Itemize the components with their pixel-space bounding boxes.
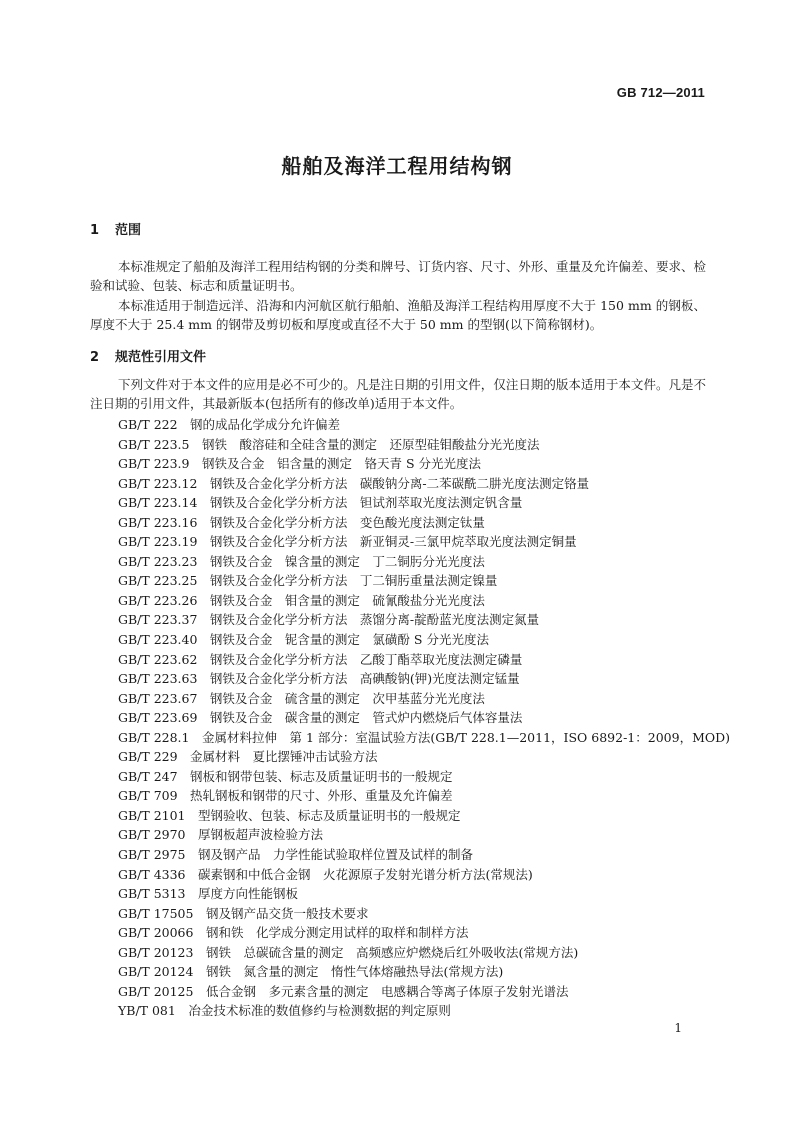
- reference-item: GB/T 223.14 钢铁及合金化学分析方法 钽试剂萃取光度法测定钒含量: [118, 495, 523, 511]
- reference-item: GB/T 223.63 钢铁及合金化学分析方法 高碘酸钠(钾)光度法测定锰量: [118, 671, 520, 687]
- reference-item: GB/T 223.12 钢铁及合金化学分析方法 碳酸钠分离-二苯碳酰二肼光度法测定铬量: [118, 475, 590, 491]
- reference-item: GB/T 223.19 钢铁及合金化学分析方法 新亚铜灵-三氯甲烷萃取光度法测定铜量: [118, 534, 577, 550]
- section-2-number: 2: [90, 350, 100, 365]
- reference-item: GB/T 2975 钢及钢产品 力学性能试验取样位置及试样的制备: [118, 847, 474, 863]
- reference-item: GB/T 4336 碳素钢和中低合金钢 火花源原子发射光谱分析方法(常规法): [118, 866, 533, 882]
- reference-item: GB/T 223.26 钢铁及合金 钼含量的测定 硫氰酸盐分光光度法: [118, 592, 485, 608]
- reference-item: GB/T 223.62 钢铁及合金化学分析方法 乙酸丁酯萃取光度法测定磷量: [118, 651, 523, 667]
- scope-paragraph-2: 本标准适用于制造远洋、沿海和内河航区航行船舶、渔船及海洋工程结构用厚度不大于 150 mm 的钢板、厚度不大于 25.4 mm 的钢带及剪切板和厚度或直径不大于 50 mm 的型钢(以下简称钢材)。: [90, 298, 706, 332]
- reference-item: GB/T 223.37 钢铁及合金化学分析方法 蒸馏分离-靛酚蓝光度法测定氮量: [118, 612, 540, 628]
- reference-item: GB/T 709 热轧钢板和钢带的尺寸、外形、重量及允许偏差: [118, 788, 453, 804]
- reference-item: YB/T 081 冶金技术标准的数值修约与检测数据的判定原则: [118, 1003, 451, 1019]
- reference-item: GB/T 229 金属材料 夏比摆锤冲击试验方法: [118, 749, 378, 765]
- reference-list: [118, 415, 730, 1021]
- reference-item: GB/T 20066 钢和铁 化学成分测定用试样的取样和制样方法: [118, 925, 469, 941]
- standard-code: GB 712—2011: [616, 85, 705, 100]
- reference-item: GB/T 5313 厚度方向性能钢板: [118, 886, 299, 902]
- reference-item: GB/T 247 钢板和钢带包装、标志及质量证明书的一般规定: [118, 768, 453, 784]
- reference-item: GB/T 223.5 钢铁 酸溶硅和全硅含量的测定 还原型硅钼酸盐分光光度法: [118, 436, 540, 452]
- section-1-heading: [90, 219, 141, 238]
- reference-item: GB/T 222 钢的成品化学成分允许偏差: [118, 417, 341, 432]
- reference-item: GB/T 2101 型钢验收、包装、标志及质量证明书的一般规定: [118, 807, 461, 823]
- section-1-title: 范围: [115, 223, 142, 238]
- reference-item: GB/T 223.25 钢铁及合金化学分析方法 丁二铜肟重量法测定镍量: [118, 573, 498, 589]
- reference-item: GB/T 17505 钢及钢产品交货一般技术要求: [118, 905, 369, 921]
- reference-item: GB/T 223.23 钢铁及合金 镍含量的测定 丁二铜肟分光光度法: [118, 553, 485, 569]
- reference-item: GB/T 2970 厚钢板超声波检验方法: [118, 827, 324, 843]
- reference-item: GB/T 223.40 钢铁及合金 铌含量的测定 氯磺酚 S 分光光度法: [118, 632, 489, 648]
- references-intro: 下列文件对于本文件的应用是必不可少的。凡是注日期的引用文件，仅注日期的版本适用于本文件。凡是不注日期的引用文件，其最新版本(包括所有的修改单)适用于本文件。: [90, 377, 706, 411]
- reference-item: GB/T 223.16 钢铁及合金化学分析方法 变色酸光度法测定钛量: [118, 514, 485, 530]
- page-number: 1: [674, 1021, 682, 1035]
- section-1-number: 1: [90, 223, 100, 238]
- reference-item: GB/T 20125 低合金钢 多元素含量的测定 电感耦合等离子体原子发射光谱法: [118, 983, 569, 999]
- scope-paragraph-1: 本标准规定了船舶及海洋工程用结构钢的分类和牌号、订货内容、尺寸、外形、重量及允许偏差、要求、检验和试验、包装、标志和质量证明书。: [90, 259, 706, 293]
- reference-item: GB/T 20124 钢铁 氮含量的测定 惰性气体熔融热导法(常规方法): [118, 964, 504, 980]
- reference-item: GB/T 223.9 钢铁及合金 铝含量的测定 铬天青 S 分光光度法: [118, 456, 481, 472]
- document-title: 船舶及海洋工程用结构钢: [281, 154, 513, 178]
- reference-item: GB/T 20123 钢铁 总碳硫含量的测定 高频感应炉燃烧后红外吸收法(常规方法): [118, 944, 579, 960]
- reference-item: GB/T 223.67 钢铁及合金 硫含量的测定 次甲基蓝分光光度法: [118, 690, 485, 706]
- reference-item: GB/T 223.69 钢铁及合金 碳含量的测定 管式炉内燃烧后气体容量法: [118, 710, 523, 726]
- reference-item: GB/T 228.1 金属材料拉伸 第 1 部分：室温试验方法(GB/T 228.1—2011，ISO 6892-1：2009，MOD): [118, 729, 731, 745]
- section-2-heading: [90, 346, 206, 365]
- section-2-title: 规范性引用文件: [115, 350, 207, 365]
